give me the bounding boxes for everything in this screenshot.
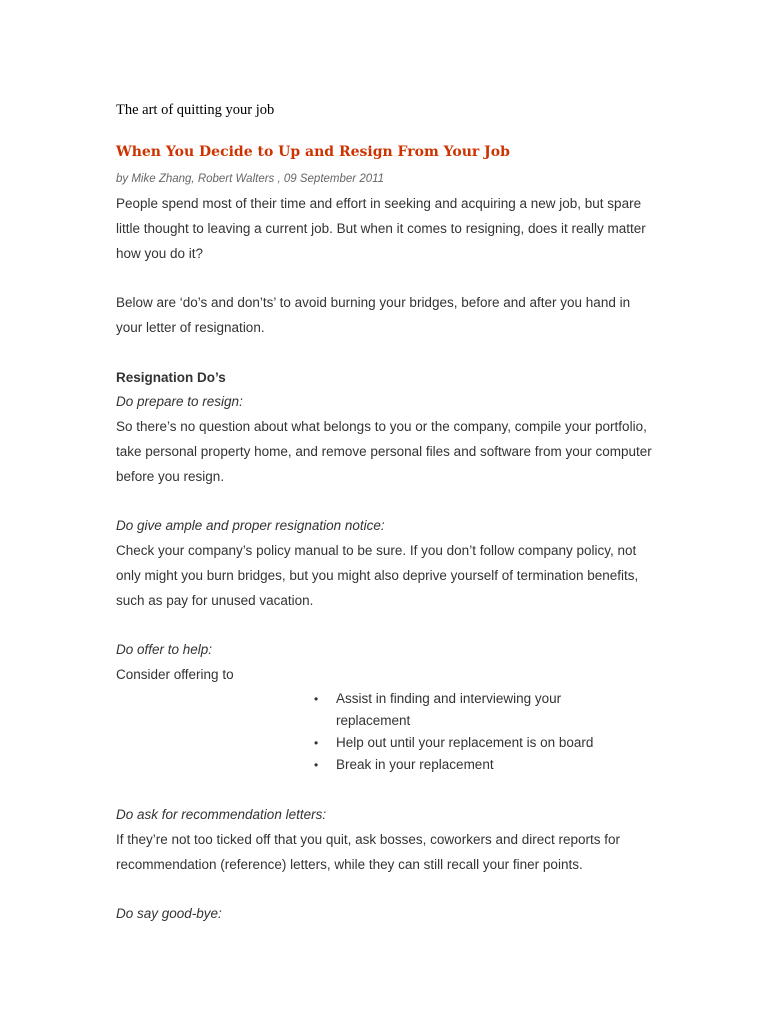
- paragraph-spacer: [116, 341, 656, 366]
- list-item: [314, 688, 614, 732]
- paragraph-help: Consider offering to: [116, 667, 234, 683]
- bullet-icon: •: [314, 691, 319, 706]
- paragraph-spacer: [116, 266, 656, 291]
- subheading-help: Do offer to help:: [116, 642, 213, 658]
- paragraph-prepare: So there’s no question about what belongs to you or the company, compile your portfolio, take personal property home, and remove personal files and software from your computer before you resign.: [116, 419, 652, 484]
- list-item-text: Assist in finding and interviewing your replacement: [336, 690, 562, 728]
- intro-paragraph-2: Below are ‘do’s and don’ts’ to avoid burning your bridges, before and after you hand in your letter of resignation.: [116, 295, 631, 335]
- paragraph-spacer: [116, 776, 656, 803]
- list-item-text: Break in your replacement: [336, 756, 494, 772]
- subheading-notice: Do give ample and proper resignation notice:: [116, 518, 385, 534]
- list-item: [314, 754, 614, 776]
- intro-paragraph-1: People spend most of their time and effort in seeking and acquiring a new job, but spare little thought to leaving a current job. But when it comes to resigning, does it really matter how you do it?: [116, 196, 646, 261]
- section-heading-dos: Resignation Do’s: [116, 369, 226, 385]
- article-title: When You Decide to Up and Resign From Your Job: [116, 144, 510, 160]
- paragraph-spacer: [116, 877, 656, 902]
- list-item-text: Help out until your replacement is on board: [336, 734, 594, 750]
- bullet-icon: •: [314, 757, 319, 772]
- help-bullet-list: [314, 688, 614, 776]
- bullet-icon: •: [314, 735, 319, 750]
- document-title: The art of quitting your job: [116, 102, 275, 118]
- article-byline: by Mike Zhang, Robert Walters , 09 September 2011: [116, 173, 385, 185]
- paragraph-notice: Check your company’s policy manual to be sure. If you don’t follow company policy, not only might you burn bridges, but you might also deprive yourself of termination benefits, such as pay for unused vacation.: [116, 543, 639, 608]
- article-body: [116, 192, 656, 927]
- subheading-recommend: Do ask for recommendation letters:: [116, 806, 327, 822]
- list-item: [314, 732, 614, 754]
- paragraph-spacer: [116, 614, 656, 639]
- paragraph-recommend: If they’re not too ticked off that you quit, ask bosses, coworkers and direct reports for recommendation (reference) letters, while they can still recall your finer points.: [116, 831, 621, 872]
- paragraph-spacer: [116, 490, 656, 515]
- subheading-goodbye: Do say good-bye:: [116, 906, 222, 922]
- subheading-prepare: Do prepare to resign:: [116, 394, 243, 410]
